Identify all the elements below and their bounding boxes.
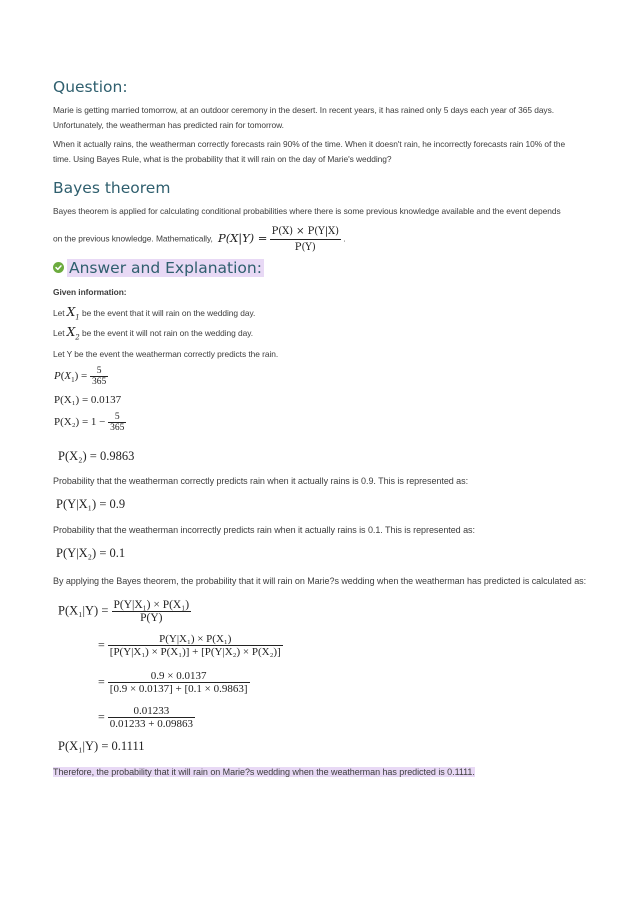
px2-prefix: P(X₂) = 1 − [54, 416, 106, 429]
px1-value: P(X₁) = 0.0137 [54, 394, 122, 406]
step-2-numerator: P(Y|X₁) × P(X₁) [159, 633, 232, 645]
question-heading: Question: [53, 78, 128, 96]
px2-denominator: 365 [110, 423, 125, 433]
step-4-denominator: 0.01233 + 0.09863 [109, 718, 193, 730]
given-information-label: Given information: [53, 287, 127, 297]
p-y-given-x1: P(Y|X₁) = 0.9 [56, 497, 126, 511]
conclusion-text [53, 765, 475, 780]
step-4-fraction [108, 705, 195, 730]
step-4-numerator: 0.01233 [133, 705, 170, 717]
step-4-equals: = [98, 709, 105, 724]
step-3-numerator: 0.9 × 0.0137 [150, 670, 207, 682]
px2-fraction [108, 412, 126, 433]
x2-symbol: $X_2$ [66, 325, 80, 342]
step-2-equation [98, 633, 283, 658]
bayes-paragraph-line-2 [53, 224, 593, 255]
answer-heading: Answer and Explanation: [69, 259, 262, 277]
px2-numerator: 5 [114, 412, 120, 422]
step-1-lhs: P(X₁|Y) = [58, 603, 109, 618]
px1-fraction [90, 366, 108, 387]
let-x2-line [53, 325, 583, 345]
let-x1-line [53, 305, 583, 325]
let-x2-text: be the event it will not rain on the wedding day. [81, 328, 254, 338]
step-2-denominator: [P(Y|X₁) × P(X₁)] + [P(Y|X₂) × P(X₂)] [109, 646, 281, 658]
step-3-fraction [108, 670, 250, 695]
step-2-fraction [108, 633, 283, 658]
px1-numerator: 5 [96, 366, 102, 376]
bayes-formula-numerator: P(X) × P(Y|X) [271, 226, 339, 237]
bayes-formula-lhs: P(X|Y) = [218, 230, 268, 245]
let-y-line: Let Y be the event the weatherman correctly predicts the rain. [53, 349, 279, 359]
question-paragraph-1: Marie is getting married tomorrow, at an outdoor ceremony in the desert. In recent years, it has rained only 5 days each year of 365 days. Unfortunately, the weatherman has predicted rain for tomorrow. [53, 105, 554, 130]
step-3-equation [98, 670, 250, 695]
p-y-given-x2: P(Y|X₂) = 0.1 [56, 546, 126, 560]
step-1-equation [58, 599, 191, 624]
step-1-numerator: P(Y|X₁) × P(X₁) [113, 599, 190, 611]
px2-value: P(X₂) = 0.9863 [58, 449, 135, 463]
bayes-paragraph-line-1: Bayes theorem is applied for calculating conditional probabilities where there is some previous knowledge available and the event depends [53, 206, 561, 216]
checkmark-icon [53, 262, 64, 273]
incorrect-prediction-text: Probability that the weatherman incorrectly predicts rain when it actually rains is 0.1. This is represented as: [53, 525, 475, 535]
let-x1-text: be the event that it will rain on the wedding day. [81, 308, 256, 318]
step-3-denominator: [0.9 × 0.0137] + [0.1 × 0.9863] [109, 683, 248, 695]
bayes-formula-fraction [270, 224, 341, 255]
step-4-equation [98, 705, 195, 730]
final-result: P(X₁|Y) = 0.1111 [58, 739, 145, 753]
bayes-heading: Bayes theorem [53, 179, 171, 197]
x1-symbol: $X_1$ [66, 305, 80, 322]
question-paragraph-2: When it actually rains, the weatherman correctly forecasts rain 90% of the time. When it doesn't rain, he incorrectly forecasts rain 10% of the time. Using Bayes Rule, what is the probability that it will rain on the day of Marie's wedding? [53, 139, 566, 164]
step-1-denominator: P(Y) [112, 611, 192, 624]
let-x1-prefix: Let [53, 308, 65, 318]
step-1-fraction [112, 599, 192, 624]
step-3-equals: = [98, 674, 105, 689]
bayes-formula-period: . [343, 233, 346, 244]
px2-fraction-equation [54, 412, 126, 433]
conclusion-highlight: Therefore, the probability that it will rain on Marie?s wedding when the weatherman has predicted is 0.1111. [53, 767, 475, 777]
px1-fraction-equation: $P(X_1)$ = $\frac{5}{365}$ [54, 366, 107, 387]
correct-prediction-text: Probability that the weatherman correctly predicts rain when it actually rains is 0.9. This is represented as: [53, 476, 469, 486]
px1-denominator: 365 [92, 377, 107, 387]
bayes-formula-denominator: P(Y) [270, 239, 341, 255]
bayes-line-2-text: on the previous knowledge. Mathematically, [53, 233, 213, 244]
let-x2-prefix: Let [53, 328, 65, 338]
apply-bayes-text: By applying the Bayes theorem, the probability that it will rain on Marie?s wedding when the weatherman has predicted is calculated as: [53, 576, 587, 586]
step-2-equals: = [98, 637, 105, 652]
